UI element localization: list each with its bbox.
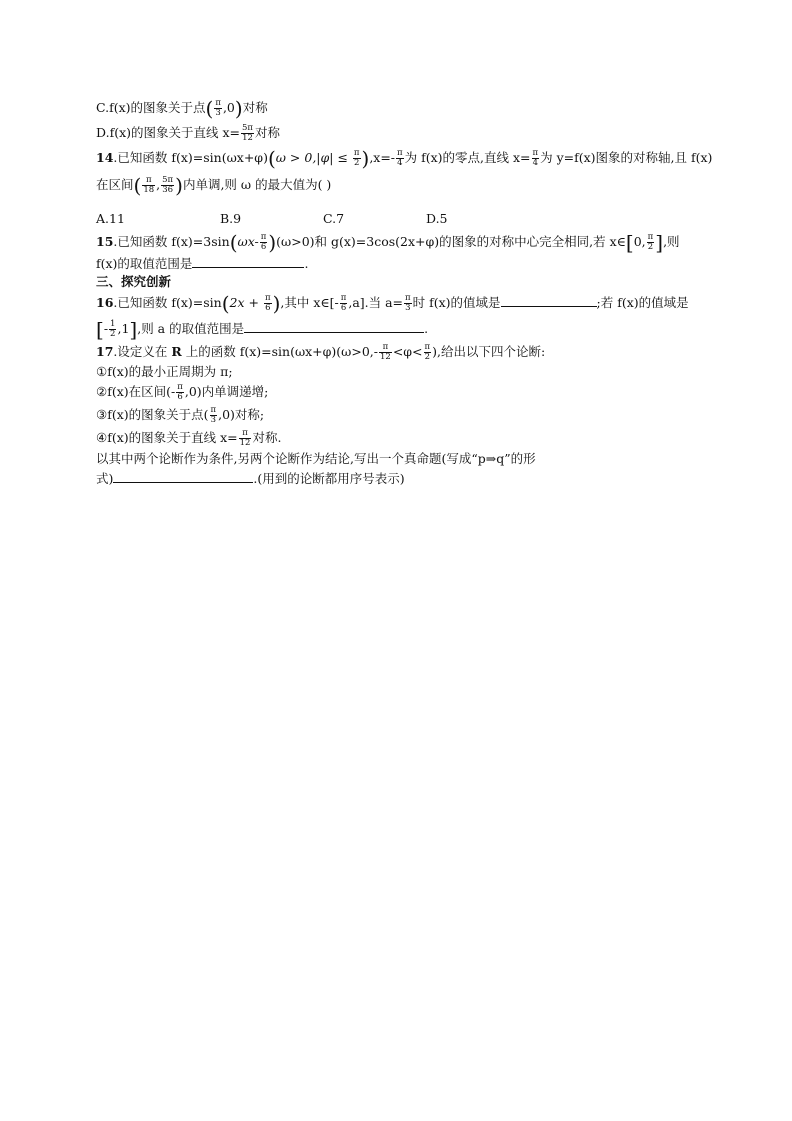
question-17-line-1: 17.设定义在 R 上的函数 f(x)=sin(ωx+φ)(ω>0,- $\frac{\pi}{12}$ <φ< $\frac{\pi}{2}$ ),给出以下四个论断: bbox=[96, 342, 546, 362]
answer-blank[interactable] bbox=[244, 320, 424, 333]
option-c[interactable]: C.7 bbox=[323, 211, 345, 226]
section-title: 三、探究创新 bbox=[96, 274, 172, 289]
question-17-instruction-line-2: 式) .(用到的论断都用序号表示) bbox=[96, 471, 405, 486]
question-number: 17 bbox=[96, 344, 114, 359]
statement-2: ②f(x)在区间(- $\frac{\pi}{6}$ ,0)内单调递增; bbox=[96, 382, 269, 402]
option-d[interactable]: D.5 bbox=[426, 211, 448, 226]
question-16-line-1: 16.已知函数 f(x)=sin(2x + $\frac{\pi}{6}$ ),其中 x∈[- $\frac{\pi}{6}$ ,a].当 a= $\frac{\pi}{3}$ 时 f(x)的值域是 ;若 f(x)的值域是 bbox=[96, 291, 689, 316]
option-a[interactable]: A.11 bbox=[96, 211, 125, 226]
question-number: 15 bbox=[96, 234, 114, 249]
question-14-line-2: 在区间( $\frac{\pi}{18}$ , $\frac{5\pi}{36}$ )内单调,则 ω 的最大值为( ) bbox=[96, 173, 332, 198]
statement-3: ③f(x)的图象关于点( $\frac{\pi}{3}$ ,0)对称; bbox=[96, 405, 265, 425]
option-b[interactable]: B.9 bbox=[220, 211, 242, 226]
answer-blank[interactable] bbox=[501, 294, 597, 307]
fraction: $\frac{5\pi}{12}$ bbox=[242, 123, 253, 143]
answer-blank[interactable] bbox=[192, 255, 304, 268]
answer-blank[interactable] bbox=[113, 470, 253, 483]
fraction: $\frac{\pi}{3}$ bbox=[215, 98, 221, 118]
option-d: D.f(x)的图象关于直线 x= $\frac{5\pi}{12}$ 对称 bbox=[96, 123, 281, 143]
statement-1: ①f(x)的最小正周期为 π; bbox=[96, 364, 233, 379]
option-c: C.f(x)的图象关于点( $\frac{\pi}{3}$ ,0)对称 bbox=[96, 96, 268, 121]
question-15-line-2: f(x)的取值范围是 . bbox=[96, 256, 309, 271]
question-15-line-1: 15.已知函数 f(x)=3sin(ωx- $\frac{\pi}{6}$ )(ω>0)和 g(x)=3cos(2x+φ)的图象的对称中心完全相同,若 x∈[0, $\frac{\pi}{2}$ ],则 bbox=[96, 230, 680, 255]
question-number: 14 bbox=[96, 150, 114, 165]
question-16-line-2: [- $\frac{1}{2}$ ,1],则 a 的取值范围是 . bbox=[96, 317, 429, 342]
question-number: 16 bbox=[96, 295, 114, 310]
question-17-instruction-line-1: 以其中两个论断作为条件,另两个论断作为结论,写出一个真命题(写成“p⇒q”的形 bbox=[96, 451, 536, 466]
question-14-line-1: 14.已知函数 f(x)=sin(ωx+φ)(ω > 0,|φ| ≤ $\frac{\pi}{2}$ ),x=- $\frac{\pi}{4}$ 为 f(x)的零点,直线 x= $\frac{\pi}{4}$ 为 y=f(x)图象的对称轴,且 f(x) bbox=[96, 146, 713, 171]
statement-4: ④f(x)的图象关于直线 x= $\frac{\pi}{12}$ 对称. bbox=[96, 428, 282, 448]
